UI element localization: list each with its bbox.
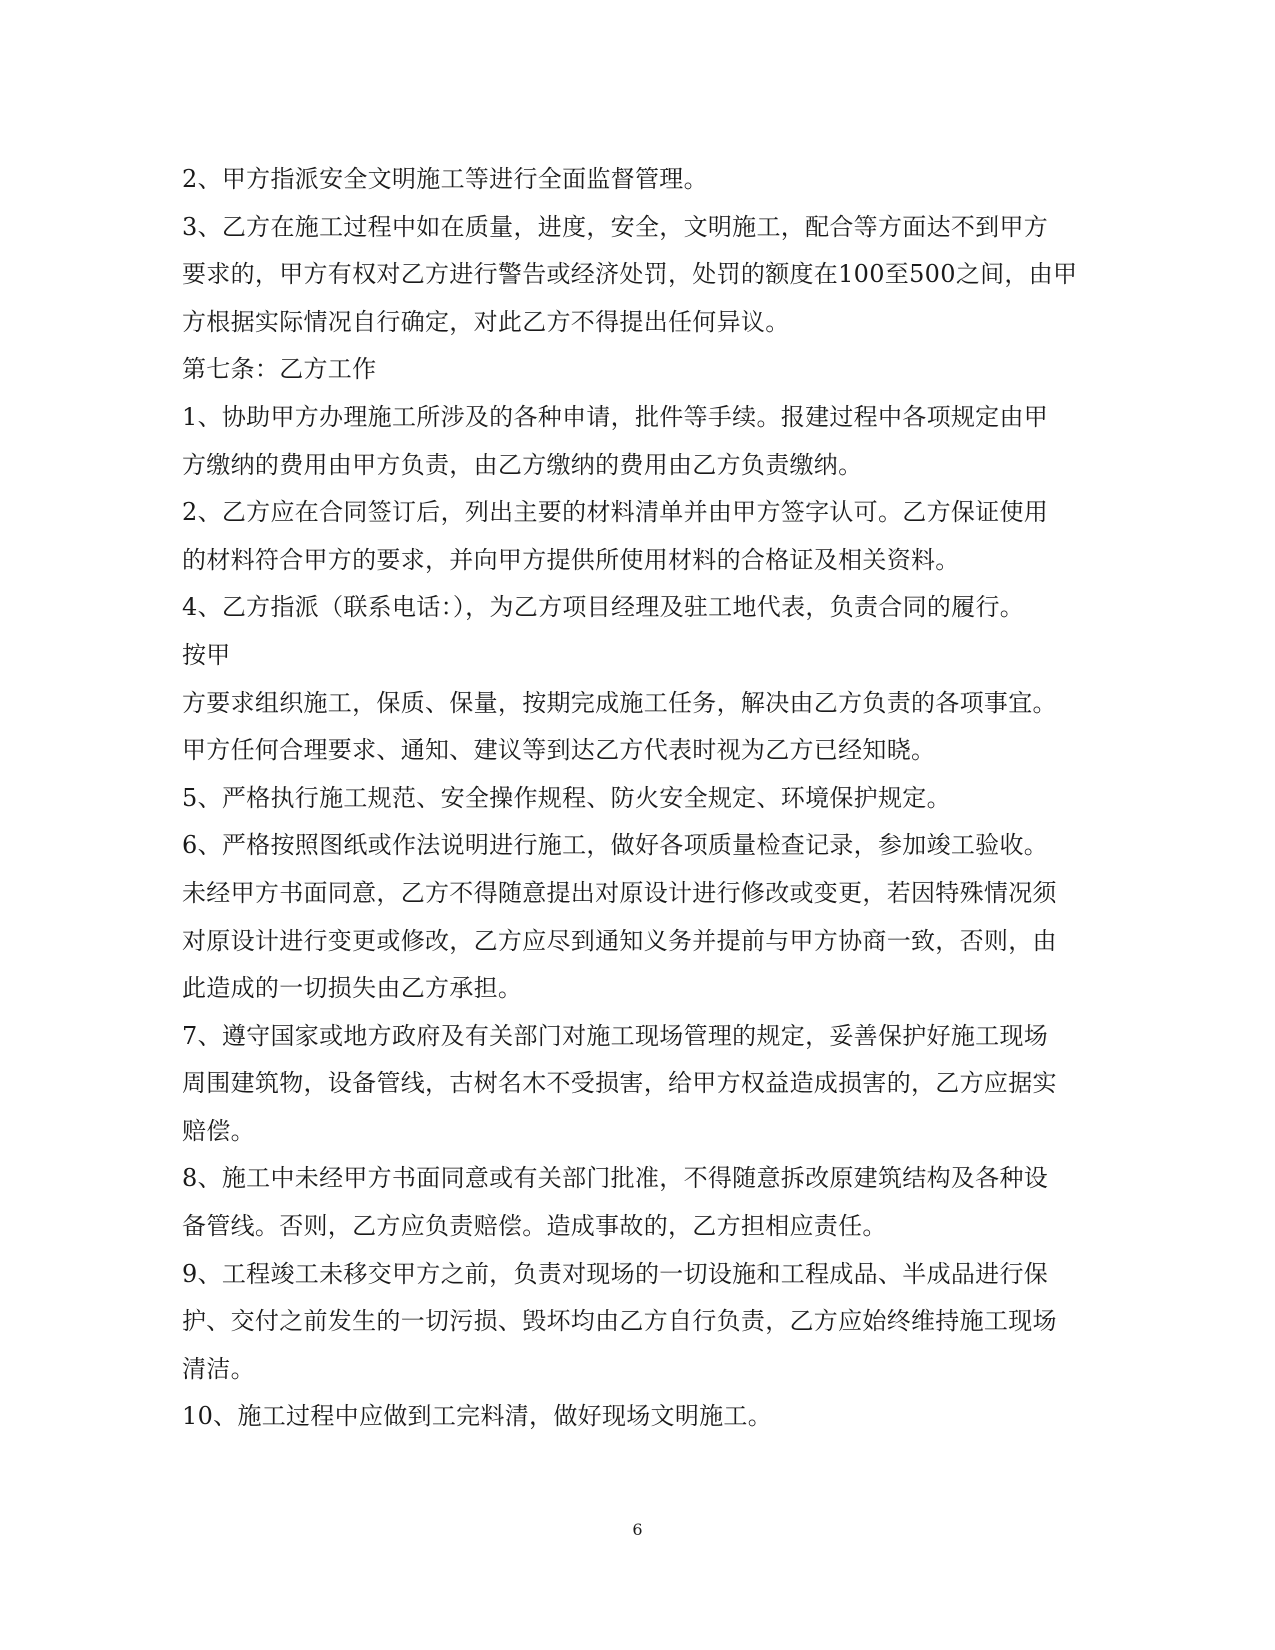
- text-line: 3、乙方在施工过程中如在质量，进度，安全，文明施工，配合等方面达不到甲方: [182, 212, 1049, 241]
- text-line: 要求的，甲方有权对乙方进行警告或经济处罚，处罚的额度在100至500之间，由甲: [182, 260, 1078, 289]
- text-line: 护、交付之前发生的一切污损、毁坏均由乙方自行负责，乙方应始终维持施工现场: [182, 1307, 1057, 1336]
- text-line: 方缴纳的费用由甲方负责，由乙方缴纳的费用由乙方负责缴纳。: [182, 450, 863, 479]
- text-line: 1、协助甲方办理施工所涉及的各种申请，批件等手续。报建过程中各项规定由甲: [182, 402, 1049, 431]
- text-line: 赔偿。: [182, 1116, 255, 1145]
- text-line: 此造成的一切损失由乙方承担。: [182, 974, 523, 1003]
- text-line: 6、严格按照图纸或作法说明进行施工，做好各项质量检查记录，参加竣工验收。: [182, 831, 1049, 860]
- text-line: 甲方任何合理要求、通知、建议等到达乙方代表时视为乙方已经知晓。: [182, 736, 936, 765]
- text-line: 10、施工过程中应做到工完料清，做好现场文明施工。: [182, 1402, 773, 1431]
- section-heading: 第七条：乙方工作: [182, 355, 377, 384]
- text-line: 备管线。否则，乙方应负责赔偿。造成事故的，乙方担相应责任。: [182, 1212, 887, 1241]
- text-line: 周围建筑物，设备管线，古树名木不受损害，给甲方权益造成损害的，乙方应据实: [182, 1069, 1057, 1098]
- text-line: 清洁。: [182, 1354, 255, 1383]
- text-line: 的材料符合甲方的要求，并向甲方提供所使用材料的合格证及相关资料。: [182, 545, 960, 574]
- text-line: 4、乙方指派（联系电话：），为乙方项目经理及驻工地代表，负责合同的履行。: [182, 593, 1025, 622]
- text-line: 未经甲方书面同意，乙方不得随意提出对原设计进行修改或变更，若因特殊情况须: [182, 878, 1057, 907]
- text-line: 9、工程竣工未移交甲方之前，负责对现场的一切设施和工程成品、半成品进行保: [182, 1259, 1049, 1288]
- text-line: 对原设计进行变更或修改，乙方应尽到通知义务并提前与甲方协商一致，否则，由: [182, 926, 1057, 955]
- page-number: 6: [632, 1520, 643, 1539]
- text-line: 5、严格执行施工规范、安全操作规程、防火安全规定、环境保护规定。: [182, 783, 951, 812]
- text-line: 方根据实际情况自行确定，对此乙方不得提出任何异议。: [182, 307, 790, 336]
- text-line: 8、施工中未经甲方书面同意或有关部门批准，不得随意拆改原建筑结构及各种设: [182, 1164, 1049, 1193]
- text-line: 方要求组织施工，保质、保量，按期完成施工任务，解决由乙方负责的各项事宜。: [182, 688, 1057, 717]
- text-line: 2、乙方应在合同签订后，列出主要的材料清单并由甲方签字认可。乙方保证使用: [182, 498, 1049, 527]
- document-body: [182, 156, 1077, 1441]
- text-line: 2、甲方指派安全文明施工等进行全面监督管理。: [182, 165, 708, 193]
- text-line: 按甲: [182, 640, 231, 669]
- text-line: 7、遵守国家或地方政府及有关部门对施工现场管理的规定，妥善保护好施工现场: [182, 1021, 1049, 1050]
